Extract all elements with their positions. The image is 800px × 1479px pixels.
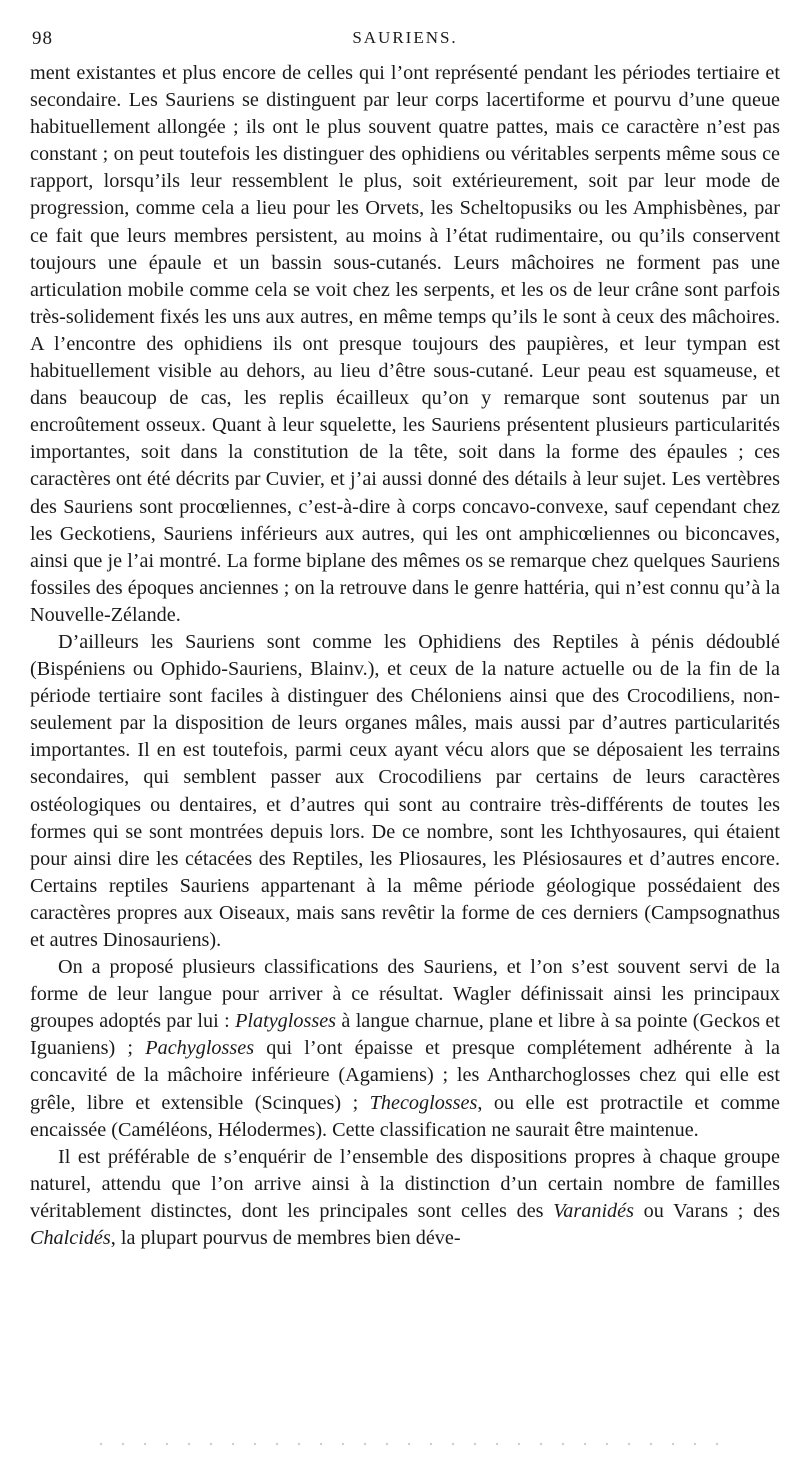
italic-term-chalcides: Chalcidés — [30, 1227, 111, 1250]
text-run: , la plupart pourvus de membres bien déve- — [110, 1227, 461, 1250]
text-run: D’ailleurs les Sauriens sont comme les Ophidiens des Reptiles à pénis dédoublé (Bispéniens ou Ophido-Sauriens, Blainv.), et ceux de la nature actuelle ou de la fin de la période tertiaire sont faciles à distinguer des Chéloniens ainsi que des Crocodiliens, non-seulement par la disposition de leurs organes mâles, mais aussi par d’autres particularités importantes. Il en est toutefois, parmi ceux ayant vécu alors que se déposaient les terrains secondaires, qui semblent passer aux Crocodiliens par certains de leurs caractères ostéologiques ou dentaires, et d’autres qui sont au contraire très-différents de toutes les formes qui se sont montrées depuis lors. De ce nombre, sont les Ichthyosaures, qui étaient pour ainsi dire les cétacées des Reptiles, les Pliosaures, les Plésiosaures et d’autres encore. Certains reptiles Sauriens appartenant à la même période géologique possédaient des caractères propres aux Oiseaux, mais sans revêtir la forme de ces derniers (Campsognathus et autres Dinosauriens). — [30, 630, 780, 951]
italic-term-pachyglosses: Pachyglosses — [145, 1037, 255, 1060]
paragraph-3 — [30, 954, 780, 1144]
paragraph-2 — [30, 629, 780, 954]
italic-term-thecoglosses: Thecoglosses — [369, 1091, 478, 1114]
book-page — [30, 28, 780, 1252]
scan-artifact-dots — [90, 1442, 730, 1446]
paragraph-1 — [30, 60, 780, 629]
text-run: à langue charnue, plane et libre à sa pointe (Geckos et Iguaniens) ; — [30, 1010, 780, 1060]
text-run: ment existantes et plus encore de celles qui l’ont représenté pendant les périodes tertiaire et secondaire. Les Sauriens se distinguent par leur corps lacertiforme et pourvu d’une queue habituellement allongée ; ils ont le plus souvent quatre pattes, mais ce caractère n’est pas constant ; on peut toutefois les distinguer des ophidiens ou véritables serpents même sous ce rapport, lorsqu’ils leur ressemblent le plus, soit extérieurement, soit par leur mode de progression, comme cela a lieu pour les Orvets, les Scheltopusiks ou les Amphisbènes, par ce fait que leurs membres persistent, au moins à l’état rudimentaire, ou qu’ils conservent toujours une épaule et un bassin sous-cutanés. Leurs mâchoires ne forment pas une articulation mobile comme cela se voit chez les serpents, et les os de leur crâne sont parfois très-solidement fixés les uns aux autres, en même temps qu’ils le sont à ceux des mâchoires. A l’encontre des ophidiens ils ont presque toujours des paupières, et leur tympan est habituellement visible au dehors, au lieu d’être sous-cutané. Leur peau est squameuse, et dans beaucoup de cas, les replis écailleux qu’on y remarque sont soutenus par un encroûtement osseux. Quant à leur squelette, les Sauriens présentent plusieurs particularités importantes, soit dans la constitution de la tête, soit dans la forme des épaules ; ces caractères ont été décrits par Cuvier, et j’ai aussi donné des détails à leur sujet. Les vertèbres des Sauriens sont procœliennes, c’est-à-dire à corps concavo-convexe, sauf cependant chez les Geckotiens, Sauriens inférieurs aux autres, qui les ont amphicœliennes ou biconcaves, ainsi que je l’ai montré. La forme biplane des mêmes os se remarque chez quelques Sauriens fossiles des époques anciennes ; on la retrouve dans le genre hattéria, qui n’est connu qu’à la Nouvelle-Zélande. — [30, 62, 780, 626]
text-run: ou Varans ; des — [633, 1199, 781, 1222]
text-run: , ou elle est protractile et comme encaissée (Caméléons, Hélodermes). Cette classification ne saurait être maintenue. — [30, 1091, 780, 1141]
text-run: qui l’ont épaisse et presque complétement adhérente à la concavité de la mâchoire inférieure (Agamiens) ; les Antharchoglosses chez qui elle est grêle, libre et extensible (Scinques) ; — [30, 1037, 780, 1114]
running-title: SAURIENS. — [352, 28, 458, 47]
text-run: On a proposé plusieurs classifications des Sauriens, et l’on s’est souvent servi de la forme de leur langue pour arriver à ce résultat. Wagler définissait ainsi les principaux groupes adoptés par lui : — [30, 956, 780, 1033]
italic-term-platyglosses: Platyglosses — [235, 1010, 337, 1033]
text-run: Il est préférable de s’enquérir de l’ensemble des dispositions propres à chaque groupe naturel, attendu que l’on arrive ainsi à la distinction d’un certain nombre de familles véritablement distinctes, dont les principales sont celles des — [30, 1145, 780, 1222]
page-number: 98 — [32, 28, 53, 49]
paragraph-4 — [30, 1144, 780, 1252]
body-text — [30, 60, 780, 1252]
italic-term-varanides: Varanidés — [553, 1199, 634, 1222]
running-head — [30, 28, 780, 60]
